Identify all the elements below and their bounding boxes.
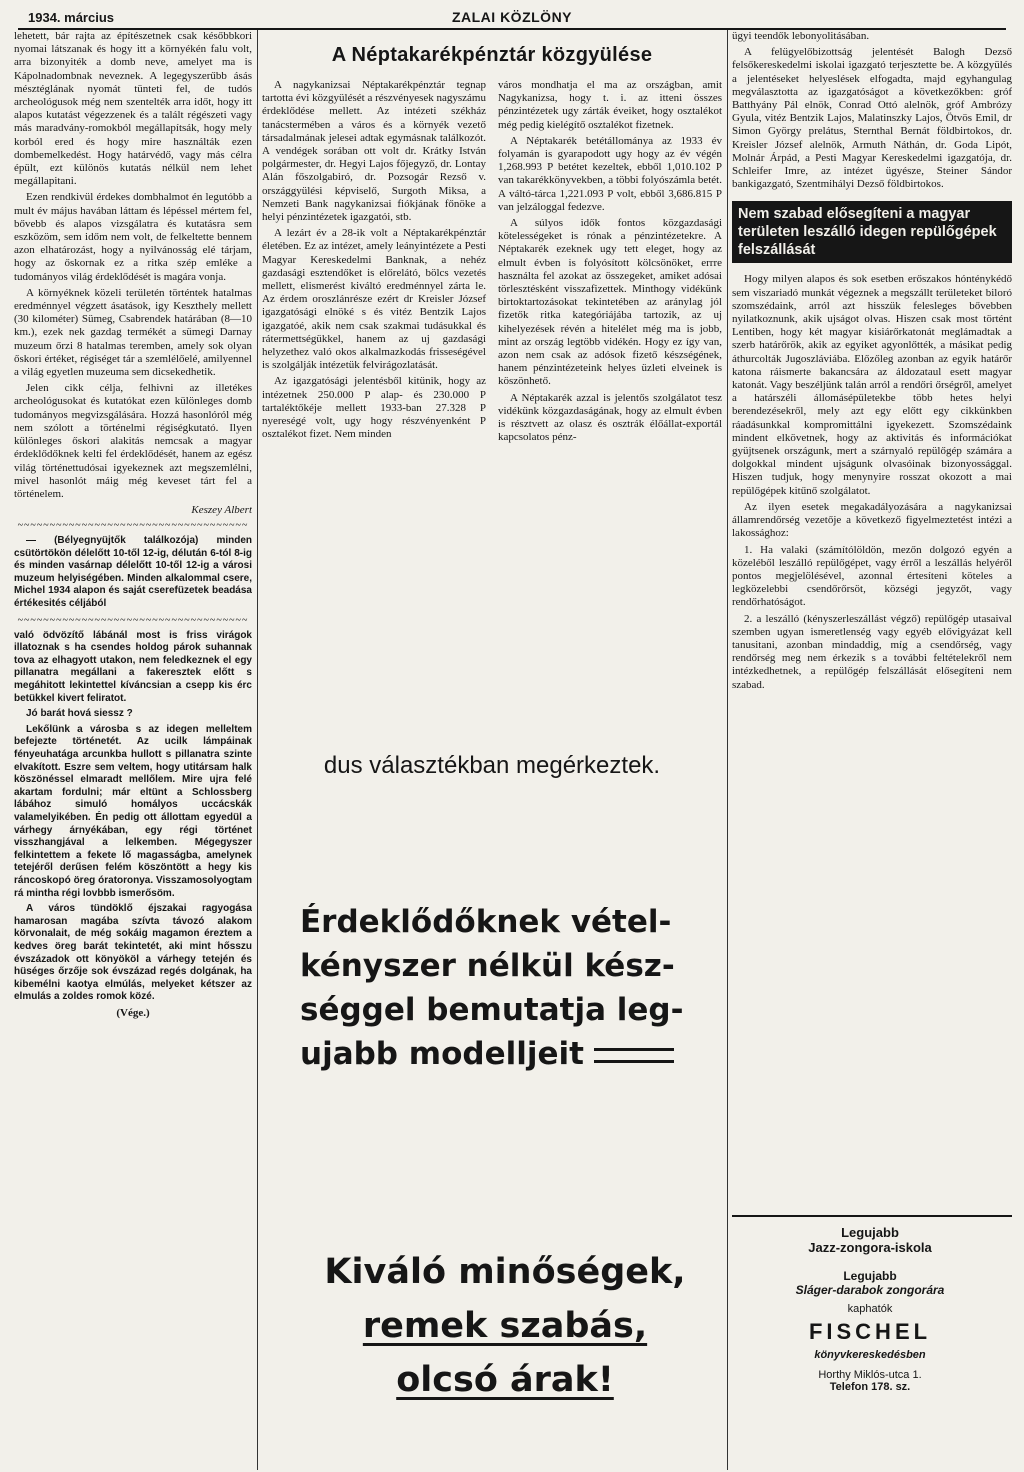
ad-models-line-last <box>300 1032 700 1076</box>
music-ad <box>760 1225 980 1465</box>
article-signature: Keszey Albert <box>191 504 252 517</box>
double-rule-ornament <box>594 1048 674 1063</box>
section-separator: ~~~~~~~~~~~~~~~~~~~~~~~~~~~~~~~~~~~~ <box>17 520 249 532</box>
ad-quality-line: olcsó árak! <box>396 1360 614 1400</box>
article-paragraph: város mondhatja el ma az országban, amit Nagykanizsa, hogy t. i. az itteni összes pénzintézetek ugy zárták éveiket, hogy osztalékot még pedig kielégítő osztalékot fizetnek. <box>498 79 722 131</box>
masthead <box>18 6 1006 30</box>
ad-quality-line: Kiváló minőségek, <box>324 1252 686 1292</box>
article-paragraph: A felügyelőbizottság jelentését Balogh Dezső felsőkereskedelmi iskolai igazgató terjesztette be. A közgyülés a jelentéseket helyeslések elfogadta, majd egyhangulag megválasztotta az igazgatóságot a következőkben: gróf Batthyány Pál elnök, Conrad Ottó alelnök, gróf Ambrózy Gyula, vitéz Bentzik Lajos, Malatinszky Lajos, Ötvös Emil, dr Simon György prelátus, Sternthal Bernát földbirtokos, dr. Kreisler József alelnök, Armuth Náthán, dr. Goda Lipót, Molnár Árpád, a Pesti Magyar Kereskedelmi igazgatója, dr. Schleifer Imre, az intézet ügyésze, Steiner Sándor bankigazgató, Szentmihályi Dezső földbirtokos. <box>732 46 1012 191</box>
article-paragraph: ügyi teendők lebonyolitásában. <box>732 30 870 42</box>
column-middle <box>262 30 722 730</box>
article-paragraph: A nagykanizsai Néptakarékpénztár tegnap tartotta évi közgyülését a részvényesek nagyszámu érdeklődése mellett. Az intézeti székház tanácstermében a város és a környék vezető társadalmának jelesei adtak egymásnak találkozót. A vendégek sorában ott volt dr. Krátky István polgármester, dr. Hegyi Lajos főjegyző, dr. Lontay Alán főszolgabiró, dr. Pozsogár Rezső v. országgyülési képviselő, Surgoth Miksa, a Nemzeti Bank nagykanizsai fiókjának főnöke a helyi pénzintézetek igazgatói, stb. <box>262 79 486 224</box>
column-rule-2 <box>727 30 728 1470</box>
issue-date: 1934. március <box>28 10 115 25</box>
article-paragraph: A súlyos idők fontos közgazdasági kötelességeket is rónak a pénzintézetekre. A Néptakarék ezeknek ugy tett eleget, hogy az elmult évben is folyósított kölcsönöket, errre használta fel azokat az összegeket, amiket adósai törlesztésként visszafizettek. Minthogy vidékünk birtoktartozásokat tekintetében az aránylag jól fizetők ritka kategóriájába tartozik, az uj kihelyezések révén a hitelélet még ma is jobb, mint az ország legtöbb vidékén. Hogy ez így van, azon nem csak az adósok fizető készségének, hanem pénzintézeteink helyes üzleti elveinek is köszönhető. <box>498 217 722 388</box>
paper-name: ZALAI KÖZLÖNY <box>451 9 573 25</box>
stamp-collectors-notice: — (Bélyegnyüjtők találkozója) minden csütörtökön délelőtt 10-től 12-ig, délután 6-tól 8-ig és minden vasárnap délelőtt 10-től 12-ig a városi muzeum helyiségében. Minden alkalommal csere, Michel 1934 alapon és saját cserefüzetek beadása értékesités céljából <box>14 535 252 610</box>
ad-arrival-text: dus választékban megérkeztek. <box>323 752 661 779</box>
bank-article-headline: A Néptakarékpénztár közgyülése <box>331 44 653 66</box>
story-paragraph: A város tündöklő éjszakai ragyogása hamarosan magába szívta távozó alakom körvonalait, de még sokáig magamon éreztem a kedves öreg barát tekintetét, aki mint hősszu évszázadok ott könyököl a várhegy tetején és hüséges őrzője sok évszázad regés dolgának, ha kibemélni kaotya elmúlás, melyeket kétszer az elmulás a zoldes romok közé. <box>14 903 252 1003</box>
column-left <box>14 30 252 1470</box>
story-paragraph: Jó barát hová siessz ? <box>26 708 133 720</box>
music-ad-line: Jazz-zongora-iskola <box>808 1240 932 1255</box>
column-rule-1 <box>257 30 258 1470</box>
music-ad-line: könyvkereskedésben <box>814 1349 926 1361</box>
article-paragraph: 1. Ha valaki (számítólöldön, mezőn dolgozó egyén a közeléből leszálló repülőgépet, vagy érről a leszállás helyéről pontos megjelölésével, azonnal értesíteni köteles a legközelebbi csendőrőrsöt, községi jegyzőt, vagy rendőrhatóságot. <box>732 543 1012 609</box>
music-ad-line: Legujabb <box>843 1269 897 1283</box>
ad-models-line: Érdeklődőknek vétel- <box>300 904 672 940</box>
story-end: (Vége.) <box>116 1006 150 1019</box>
shop-phone: Telefon 178. sz. <box>829 1381 911 1393</box>
article-paragraph: A lezárt év a 28-ik volt a Néptakarékpénztár életében. Ez az intézet, amely leányintézete a Pesti Magyar Kereskedelmi Banknak, a nehéz gazdasági esztendőket is előrelátó, bölcs vezetés mellett, elismerést kiváltó eredménnyel zárta le. Az érdem oroszlánrésze ezért dr Kreisler József igazgatósági elnöké s és vitéz Bentzik Lajos igazgatóé, akik nem csak szakmai tudásukkal és rátermettségükkel, hanem az uj gazdasági helyzethez való okos alkalmazkodás frisseségével is szolgálják intézetük felvirágozlatását. <box>262 227 486 372</box>
ad-quality-line: remek szabás, <box>362 1306 648 1346</box>
shop-name: FISCHEL <box>808 1319 932 1344</box>
story-paragraph: való ödvözítő lábánál most is friss virágok illatoznak s ha csendes holdog párok suhannak tova az elhagyott utakon, nem feledkeznek el egy pillanatra megállani a fakeresztek előtt s megáhitott lekintettel kíváncsian a csepp kis érc betükkel kivert feliratot. <box>14 629 252 704</box>
music-ad-rule <box>732 1215 1012 1217</box>
article-paragraph: A környéknek közeli területén történtek hatalmas eredménnyel végzett ásatások, igy Keszthely mellett (30 kilométer) Sümeg, Csabrendek határában (8—10 km.), ezek nek gazdag termékét a sümegi Darnay muzeum őrzi 8 hatalmas teremben, amely sok olyan őskori értéket, régiséget tár a szemlélőelé, amilyennel a világ egyetlen muzeuma sem dicsekedhetik. <box>14 286 252 379</box>
article-paragraph: Az igazgatósági jelentésből kitünik, hogy az intézetnek 250.000 P alap- és 230.000 P tartaléktőkéje mellett 1933-ban 27.328 P nyereségé volt, ugy hogy részvényenként P osztalékot fizet. Nem minden <box>262 375 486 441</box>
bank-article-right <box>498 79 722 447</box>
ad-models-line: séggel bemutatja leg- <box>300 992 684 1028</box>
story-paragraph: Lekőlünk a városba s az idegen melleltem befejezte történetét. Az ucilk lámpáinak fényeuhatága arcunkba hullott s pillanatra szinte elvakított. Eszre sem veltem, hogy utitársam halk köszönéssel elmaradt mellőlem. Mire ujra felé akartam fordulni; már eltünt a Schlossberg lábához simuló homályos uccácskák valamelyikében. Én pedig ott állottam egyedül a várhegy árnyékában, egy régi történet visszhangjával a lelkemben. Mégegyszer felkintettem a fekete lő magasságba, amelynek tetejéről derűsen felém köszöntött a hegy kis ráncoskopó öreg óratoronya. Visszamosolyogtam rá mintha régi lovbbb ismerősöm. <box>14 723 252 899</box>
article-paragraph: A Néptakarék betétállománya az 1933 év folyamán is gyarapodott ugy hogy az év végén 1,268.993 P betétet kezeltek, ebből 1,010.102 P van takarékkönyvekben, a többi folyószámla betét. A váltó-tárca 1,221.093 P volt, ebből 3,686.815 P van jelzáloggal fedezve. <box>498 134 722 213</box>
ad-models-line: ujabb modelljeit <box>300 1036 584 1072</box>
article-paragraph: Ezen rendkivül érdekes dombhalmot én legutóbb a mult év május havában láttam és lépéssel mértem fel, bővebb és alapos vizsgálatra és kutatásra sem eszközöm, sem időm nem volt, de felkeltette bennem azon elhatározást, hogy a nyilvánosság elé tárjam, hogy az őskornak ez a ritka szép emléke a tudományos világ érdeklődését is magára vonja. <box>14 191 252 283</box>
article-paragraph: Az ilyen esetek megakadályozására a nagykanizsai államrendőrség vezetője a következő figyelmeztetést intézi a lakossághoz: <box>732 500 1012 540</box>
plane-article-headline: Nem szabad elősegíteni a magyar területen leszálló idegen repülőgépek felszállását <box>732 201 1012 263</box>
article-paragraph: lehetett, bár rajta az építészetnek csak későbbkori nyomai látszanak és hogy itt a környékén falu volt, arra bizonyiték a domb neve, amelyet ma is Kápolnadombnak neveznek. A legegyszerűbb ásás mésztéglának nyomát tünteti fel, de tudós archeológusok még nem szentelték arra időt, hogy itt alapos kutatást végezzenek és a talált régészeti vagy más maradvány-romokból megállapítsák, hogy mely korból ered és hogy mire használták ezen dombemelkedést. Hogy határvédő, vagy más célra épült, ezt különös kutatás nélkül nem lehet megállapitani. <box>14 30 252 188</box>
music-ad-line: kaphatók <box>847 1303 893 1315</box>
bank-article-left <box>262 79 486 447</box>
ad-models-line: kényszer nélkül kész- <box>300 948 675 984</box>
music-ad-line: Sláger-darabok zongorára <box>795 1283 945 1297</box>
music-ad-line: Legujabb <box>841 1225 899 1240</box>
ad-models-text <box>300 900 700 1076</box>
ad-quality-text <box>300 1245 710 1407</box>
article-paragraph: 2. a leszálló (kényszerleszállást végző) repülőgép utasaival szemben ugyan ismeretlenség vagy egyéb elővigyázat kell tanusitani, azonban mindaddig, míg a csendőrség, vagy rendőrség meg nem érkezik s a további feltételekről nem intézkedhetnek, a repülőgép felszállását elősegíteni nem szabad. <box>732 612 1012 691</box>
shop-address: Horthy Miklós-utca 1. <box>818 1369 922 1381</box>
article-paragraph: A Néptakarék azzal is jelentős szolgálatot tesz vidékünk közgazdaságának, hogy az elmult évben is résztvett az olasz és osztrák élőállat-exportál kapcsolatos pénz- <box>498 391 722 444</box>
article-paragraph: Jelen cikk célja, felhivni az illetékes archeológusokat és kutatókat ezen különleges domb tudományos megvizsgálására. Hozzá hasonlóról még nem szólott a történelmi régiségkutató. Ilyen különleges őskori alakitás nemcsak a magyar érdeklődőknek kelti fel érdeklődését, hanem az egész világ történettudósai igyekeznek azt megszemlélni, mivel hasonlót máig még keveset tárt fel a történelem. <box>14 382 252 500</box>
article-paragraph: Hogy milyen alapos és sok esetben erőszakos hónténykédő sem viszariadó munkát végeznek a megszállt területeket biloró szomszédaink, arról azt hisszük felesleges bővebben nyilatkoznunk, akik ujságot olvas. Hiszen csak most történt Lentiben, hogy két magyar kisiárőrkatonát meglámadtak a szerb határőrök, akik az egyiket agyonlőtték, a másikat pedig áthurcolták Jugoszláviába. Előzőleg azonban az egyik határőr katona ráismerte bakancsára az áldozataul esett magyar katonát. Vagy beszéljünk talán arról a rendőri őrségről, amelyet a határszéli állomásépületekbe több hetes helyi berendezésekről, mely azt egy előtt egy cikkünkben ráadásunkkal kompromittálni igyekezett. Szomszédaink mindent elkövetnek, hogy az aktivitás és információkat gyüjtsenek országunk, mert a szárnyaló repülőgép számára a dolgokkal mindent ujságunk olvasóinak bizonyossággal. Hiszen tudjuk, hogy menynyire rosszat okozott a mai repülőgépek kitűnő szolgálatot. <box>732 273 1012 497</box>
section-separator-2: ~~~~~~~~~~~~~~~~~~~~~~~~~~~~~~~~~~~~ <box>17 614 249 626</box>
